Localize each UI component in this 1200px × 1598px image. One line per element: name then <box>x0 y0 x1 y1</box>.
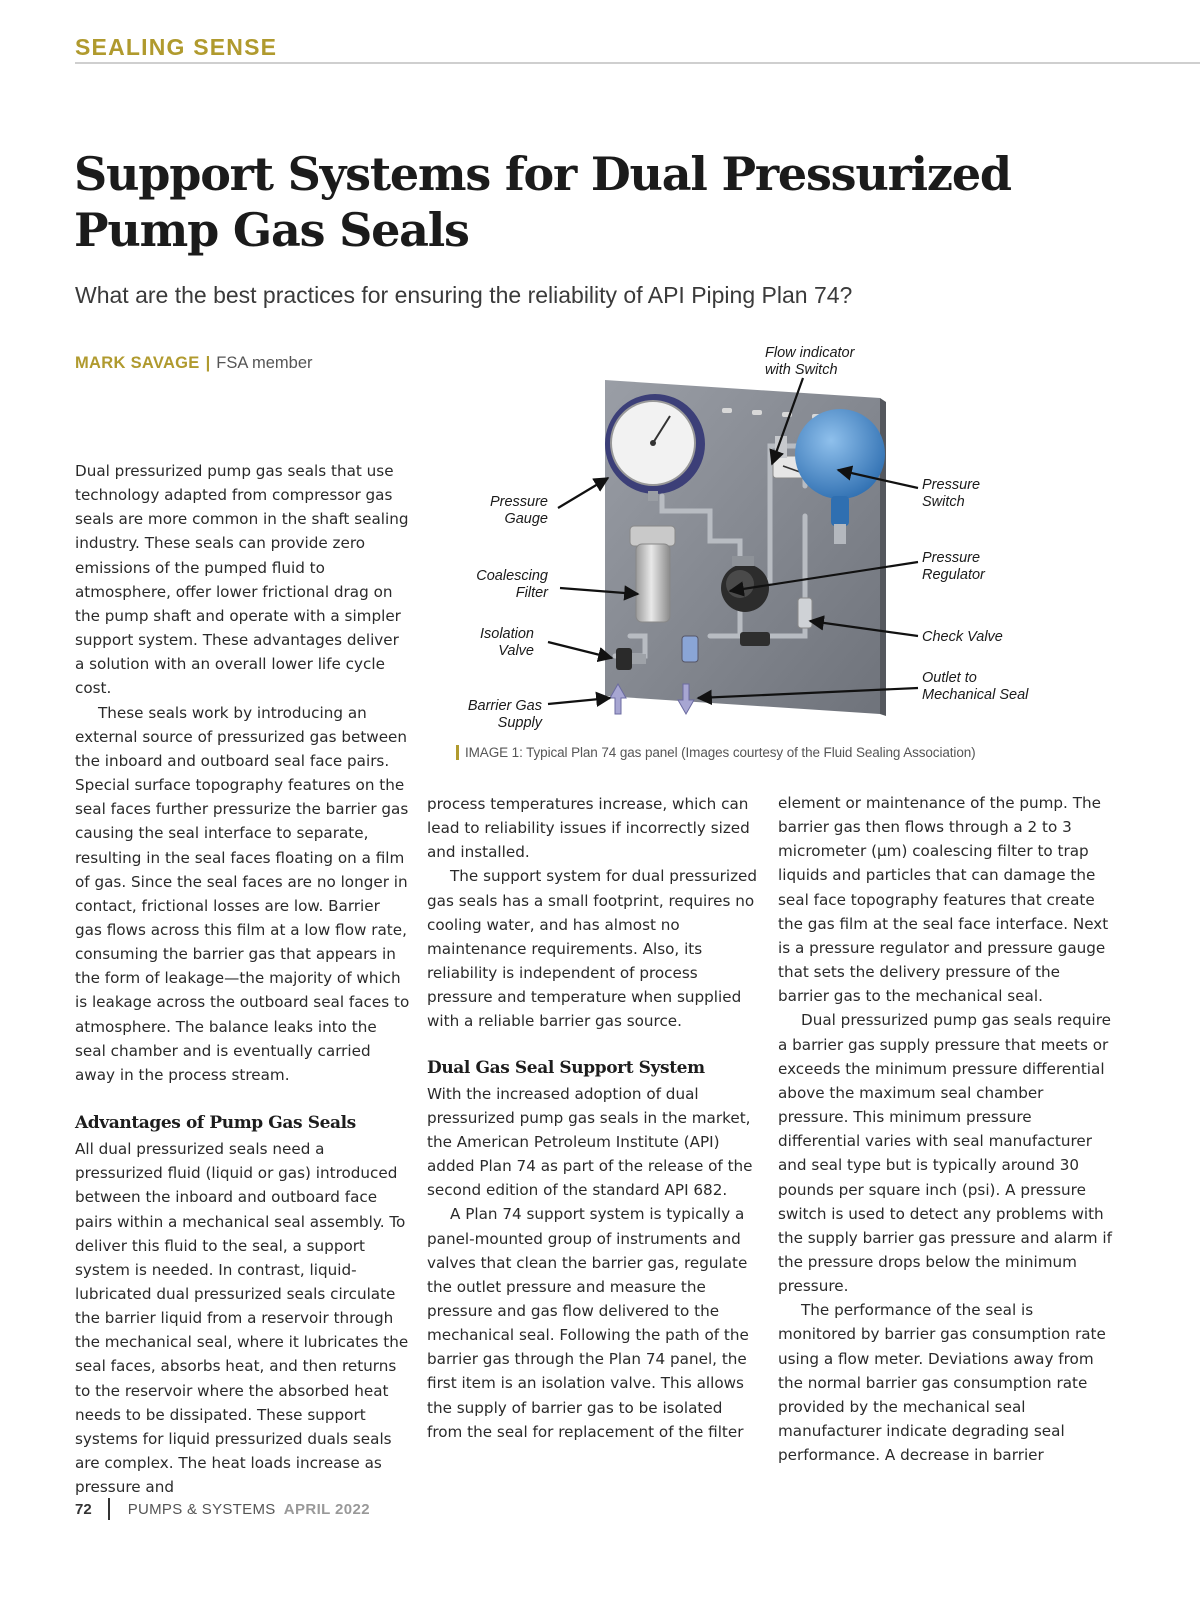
body-column-3 <box>778 791 1113 1467</box>
plan-74-panel-figure <box>440 336 1060 736</box>
label-outlet: Outlet to <box>922 670 977 686</box>
label-pressure-gauge: Pressure <box>489 494 548 510</box>
paragraph: Dual pressurized pump gas seals that use technology adapted from compressor gas seals are more common in the shaft sealing industry. These seals can provide zero emissions of the pumped fluid to atmosphere, offer lower frictional drag on the pump shaft and operate with a simpler support system. These advantages deliver a solution with an overall lower life cycle cost. <box>75 462 409 698</box>
paragraph: The support system for dual pressurized gas seals has a small footprint, requires no cooling water, and has almost no maintenance requirements. Also, its reliability is independent of process pressure and temperature when supplied with a reliable barrier gas source. <box>427 867 758 1031</box>
footer-divider <box>108 1498 110 1520</box>
author-name: MARK SAVAGE <box>75 354 200 372</box>
paragraph: process temperatures increase, which can lead to reliability issues if incorrectly sized and installed. <box>427 795 750 862</box>
label-isolation-valve: Isolation <box>479 626 534 642</box>
paragraph: All dual pressurized seals need a pressurized fluid (liquid or gas) introduced between the inboard and outboard face pairs within a mechanical seal assembly. To deliver this fluid to the seal, a support system is needed. In contrast, liquid-lubricated dual pressurized seals circulate the barrier liquid from a reservoir through the mechanical seal, where it lubricates the seal faces, absorbs heat, and then returns to the reservoir where the absorbed heat needs to be dissipated. These support systems for liquid pressurized duals seals are complex. The heat loads increase as pressure and <box>75 1140 409 1497</box>
label-pressure-gauge: Gauge <box>504 511 548 527</box>
section-divider <box>75 62 1200 64</box>
body-column-1 <box>75 459 410 1499</box>
author-affiliation: FSA member <box>216 354 313 372</box>
label-pressure-switch: Switch <box>922 494 965 510</box>
paragraph: A Plan 74 support system is typically a panel-mounted group of instruments and valves that clean the barrier gas, regulate the outlet pressure and measure the pressure and gas flow delivered to the mechanical seal. Following the path of the barrier gas through the Plan 74 panel, the first item is an isolation valve. This allows the supply of barrier gas to be isolated from the seal for replacement of the filter <box>427 1205 749 1441</box>
paragraph: element or maintenance of the pump. The barrier gas then flows through a 2 to 3 micrometer (µm) coalescing filter to trap liquids and particles that can damage the seal face topography features that create the gas film at the seal face interface. Next is a pressure regulator and pressure gauge that sets the delivery pressure of the barrier gas to the mechanical seal. <box>778 794 1109 1006</box>
paragraph: With the increased adoption of dual pressurized pump gas seals in the market, the American Petroleum Institute (API) added Plan 74 as part of the release of the second edition of the standard API 682. <box>427 1084 753 1200</box>
caption-text: IMAGE 1: Typical Plan 74 gas panel (Images courtesy of the Fluid Sealing Association) <box>465 745 976 760</box>
paragraph: The performance of the seal is monitored by barrier gas consumption rate using a flow meter. Deviations away from the normal barrier gas consumption rate provided by the mechanical seal manufacturer indicate degrading seal performance. A decrease in barrier <box>778 1301 1106 1465</box>
publication-name: PUMPS & SYSTEMS <box>127 1501 276 1518</box>
body-column-2 <box>427 792 762 1444</box>
label-coalescing-filter: Coalescing <box>476 568 548 584</box>
page-footer <box>75 1498 370 1520</box>
title-line-1: Support Systems for Dual Pressurized <box>74 147 1011 201</box>
label-pressure-switch: Pressure <box>922 477 981 493</box>
label-pressure-regulator: Regulator <box>922 567 985 583</box>
check-valve-icon <box>798 598 812 628</box>
label-barrier-gas-supply: Barrier Gas <box>467 698 542 714</box>
label-isolation-valve: Valve <box>498 643 534 659</box>
figure-caption <box>456 745 976 760</box>
page-number: 72 <box>75 1501 92 1518</box>
subheading-advantages: Advantages of Pump Gas Seals <box>75 1113 356 1134</box>
label-coalescing-filter: Filter <box>515 585 548 601</box>
coalescing-filter-icon <box>630 526 675 622</box>
section-header: SEALING SENSE <box>75 34 278 60</box>
issue-date: APRIL 2022 <box>283 1501 370 1518</box>
byline <box>75 354 313 373</box>
label-outlet: Mechanical Seal <box>922 687 1029 703</box>
label-flow-indicator: Flow indicator <box>765 345 855 361</box>
subheading-dual-gas-seal: Dual Gas Seal Support System <box>427 1057 705 1078</box>
article-deck: What are the best practices for ensuring the reliability of API Piping Plan 74? <box>75 282 853 308</box>
caption-bar <box>456 745 459 760</box>
byline-separator: | <box>205 354 211 372</box>
paragraph: These seals work by introducing an external source of pressurized gas between the inboard and outboard seal face pairs. Special surface topography features on the seal faces further pressurize the barrier gas causing the seal interface to separate, resulting in the seal faces floating on a film of gas. Since the seal faces are no longer in contact, frictional losses are low. Barrier gas flows across this film at a low flow rate, consuming the barrier gas that appears in the form of leakage—the majority of which is leakage across the outboard seal faces to atmosphere. The balance leaks into the seal chamber and is eventually carried away in the process stream. <box>75 703 410 1084</box>
label-check-valve: Check Valve <box>922 629 1003 645</box>
label-pressure-regulator: Pressure <box>922 550 981 566</box>
paragraph: Dual pressurized pump gas seals require a barrier gas supply pressure that meets or exceeds the minimum pressure differential above the maximum seal chamber pressure. This minimum pressure differential varies with seal manufacturer and seal type but is typically around 30 pounds per square inch (psi). A pressure switch is used to detect any problems with the supply barrier gas pressure and alarm if the pressure drops below the minimum pressure. <box>778 1011 1112 1296</box>
title-line-2: Pump Gas Seals <box>74 203 469 257</box>
label-flow-indicator: with Switch <box>765 362 838 378</box>
article-title <box>74 146 1074 258</box>
label-barrier-gas-supply: Supply <box>497 715 542 731</box>
